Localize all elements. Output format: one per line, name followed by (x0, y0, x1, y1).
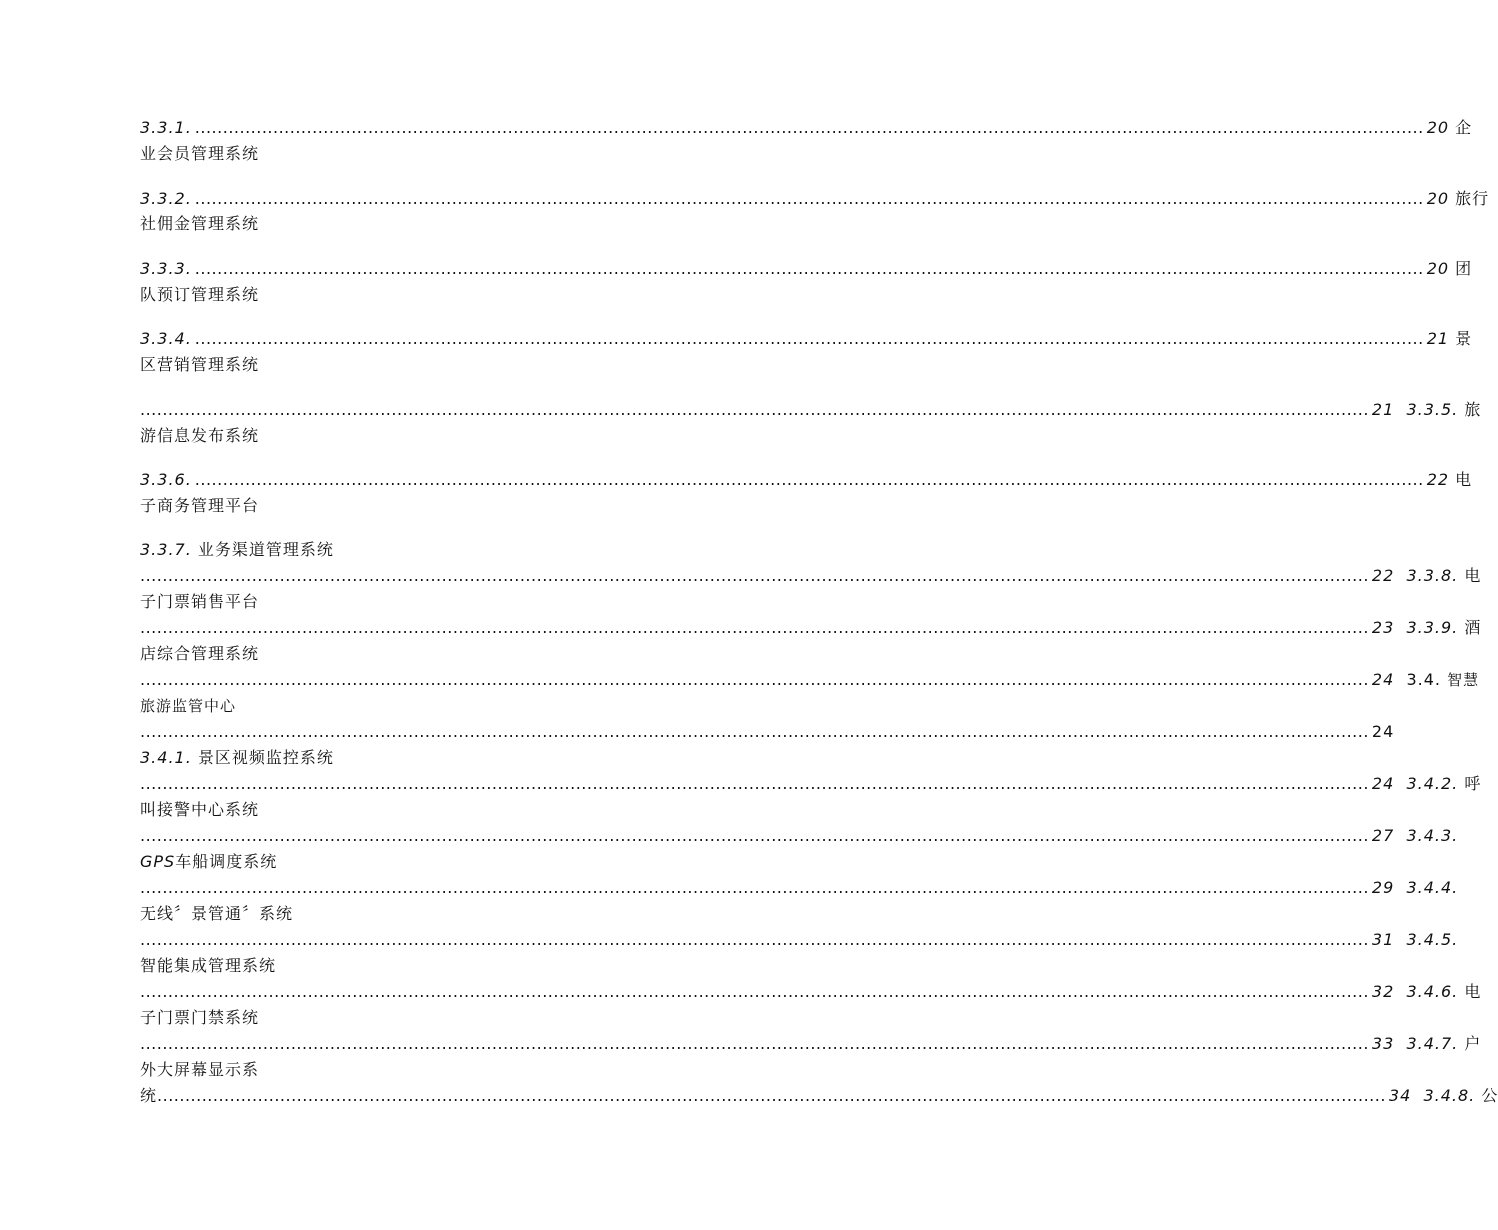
toc-section-number: 3.4.5. (1406, 930, 1459, 949)
toc-title-continuation: 队预订管理系统 (140, 285, 260, 304)
toc-section-number: 3.3.5. (1406, 400, 1459, 419)
toc-entry-title[interactable] (140, 748, 806, 768)
toc-entry-line[interactable] (140, 618, 1482, 638)
toc-entry-line[interactable] (140, 1034, 1482, 1054)
toc-page-number: 22 (1371, 566, 1395, 585)
toc-title-continuation: 无线〞景管通〞系统 (140, 904, 294, 923)
toc-section-number: 3.3.8. (1406, 566, 1459, 585)
toc-section-number: 3.3.6. (140, 470, 192, 489)
toc-section-number: 3.3.2. (140, 189, 192, 208)
toc-page-number: 21 (1371, 400, 1395, 419)
toc-entry-line[interactable] (140, 470, 1473, 490)
toc-leader-dots: ............................................................................................................................................................................................................................ (140, 774, 1369, 793)
toc-leader-dots: ............................................................................................................................................................................................................................ (140, 826, 1369, 845)
toc-page-number: 34 (1388, 1086, 1412, 1105)
toc-leader-dots: ............................................................................................................................................................................................................................ (140, 878, 1369, 897)
toc-section-number: 3.4.4. (1406, 878, 1459, 897)
toc-section-number: 3.4.6. (1406, 982, 1459, 1001)
toc-page-number: 32 (1371, 982, 1395, 1001)
toc-entry-line[interactable] (140, 878, 1459, 898)
toc-page-number: 31 (1371, 930, 1395, 949)
toc-title-continuation: 区营销管理系统 (140, 355, 260, 374)
toc-entry-line[interactable] (140, 566, 1482, 586)
toc-section-number: 3.4.3. (1406, 826, 1459, 845)
toc-section-number: 3.4.8. (1423, 1086, 1476, 1105)
toc-title-fragment: 景 (1455, 329, 1473, 348)
toc-leader-dots: ............................................................................................................................................................................................................................ (157, 1086, 1386, 1105)
toc-title-continuation: 子门票门禁系统 (140, 1008, 260, 1027)
toc-entry-line[interactable] (140, 400, 1482, 420)
toc-leader-dots: ............................................................................................................................................................................................................................ (140, 722, 1369, 741)
toc-leader-dots: ............................................................................................................................................................................................................................ (140, 670, 1369, 689)
toc-section-number: 3.3.4. (140, 329, 192, 348)
toc-title-fragment: 电 (1464, 982, 1482, 1001)
toc-title-text: 车船调度系统 (175, 852, 278, 871)
toc-title-fragment: 酒 (1464, 618, 1482, 637)
toc-leader-dots: ............................................................................................................................................................................................................................ (194, 259, 1424, 278)
toc-section-number: 3.3.9. (1406, 618, 1459, 637)
toc-page-number: 33 (1371, 1034, 1395, 1053)
toc-page-number: 20 (1426, 189, 1450, 208)
toc-leader-dots: ............................................................................................................................................................................................................................ (194, 118, 1424, 137)
toc-page-number: 27 (1371, 826, 1395, 845)
toc-page-number: 24 (1371, 774, 1395, 793)
toc-title-text: 业务渠道管理系统 (197, 540, 334, 559)
toc-section-number: 3.3.7. (140, 540, 192, 559)
toc-entry-line[interactable] (140, 189, 1490, 209)
toc-entry-line[interactable] (140, 826, 1459, 846)
toc-title-text: 景区视频监控系统 (197, 748, 334, 767)
toc-title-continuation: 叫接警中心系统 (140, 800, 260, 819)
toc-title-fragment: 户 (1464, 1034, 1482, 1053)
toc-title-fragment: 团 (1455, 259, 1473, 278)
toc-title-continuation: 智能集成管理系统 (140, 956, 277, 975)
toc-entry-line[interactable] (140, 982, 1482, 1002)
toc-title-continuation: 子门票销售平台 (140, 592, 260, 611)
toc-title-continuation: 旅游监管中心 (140, 697, 237, 715)
toc-title-continuation: 业会员管理系统 (140, 144, 260, 163)
toc-title-fragment: 旅行 (1455, 189, 1490, 208)
toc-title-fragment: 旅 (1464, 400, 1482, 419)
toc-leader-dots: ............................................................................................................................................................................................................................ (140, 930, 1369, 949)
toc-entry-line[interactable] (140, 1086, 1498, 1106)
toc-entry-line[interactable] (140, 118, 1473, 138)
toc-entry-line[interactable] (140, 722, 1395, 742)
toc-page-number: 20 (1426, 118, 1450, 137)
toc-page-number: 21 (1426, 329, 1450, 348)
toc-title-fragment: 统 (140, 1086, 158, 1105)
toc-entry-title[interactable] (140, 540, 806, 560)
toc-leader-dots: ............................................................................................................................................................................................................................ (140, 618, 1369, 637)
toc-title-fragment: 企 (1455, 118, 1473, 137)
toc-page-number: 24 (1371, 670, 1395, 689)
toc-section-number: 3.4. (1406, 670, 1441, 689)
toc-title-continuation: 子商务管理平台 (140, 496, 260, 515)
toc-page-number: 23 (1371, 618, 1395, 637)
toc-entry-line[interactable] (140, 259, 1473, 279)
toc-entry-line[interactable] (140, 774, 1482, 794)
toc-leader-dots: ............................................................................................................................................................................................................................ (194, 189, 1424, 208)
toc-page-number: 22 (1426, 470, 1450, 489)
toc-section-number: 3.4.7. (1406, 1034, 1459, 1053)
toc-title-continuation (140, 852, 806, 872)
toc-section-number: 3.4.1. (140, 748, 192, 767)
toc-entry-line[interactable] (140, 329, 1473, 349)
toc-title-fragment: 智慧 (1447, 671, 1480, 689)
toc-leader-dots: ............................................................................................................................................................................................................................ (140, 400, 1369, 419)
toc-section-number: 3.3.1. (140, 118, 192, 137)
toc-title-fragment: 公 (1481, 1086, 1498, 1105)
toc-title-continuation: 店综合管理系统 (140, 644, 260, 663)
toc-title-continuation: 社佣金管理系统 (140, 214, 260, 233)
toc-leader-dots: ............................................................................................................................................................................................................................ (194, 470, 1424, 489)
toc-page-number: 24 (1371, 722, 1395, 741)
toc-entry-line[interactable] (140, 670, 1480, 690)
toc-section-number: 3.3.3. (140, 259, 192, 278)
toc-section-number: 3.4.2. (1406, 774, 1459, 793)
toc-entry-line[interactable] (140, 930, 1459, 950)
toc-leader-dots: ............................................................................................................................................................................................................................ (140, 566, 1369, 585)
toc-title-fragment: 呼 (1464, 774, 1482, 793)
toc-leader-dots: ............................................................................................................................................................................................................................ (140, 982, 1369, 1001)
toc-leader-dots: ............................................................................................................................................................................................................................ (194, 329, 1424, 348)
toc-page-number: 29 (1371, 878, 1395, 897)
toc-title-continuation: 外大屏幕显示系 (140, 1060, 260, 1079)
toc-leader-dots: ............................................................................................................................................................................................................................ (140, 1034, 1369, 1053)
toc-title-fragment: 电 (1455, 470, 1473, 489)
toc-page-number: 20 (1426, 259, 1450, 278)
toc-title-continuation: 游信息发布系统 (140, 426, 260, 445)
toc-title-fragment: 电 (1464, 566, 1482, 585)
toc-title-prefix: GPS (140, 852, 176, 871)
